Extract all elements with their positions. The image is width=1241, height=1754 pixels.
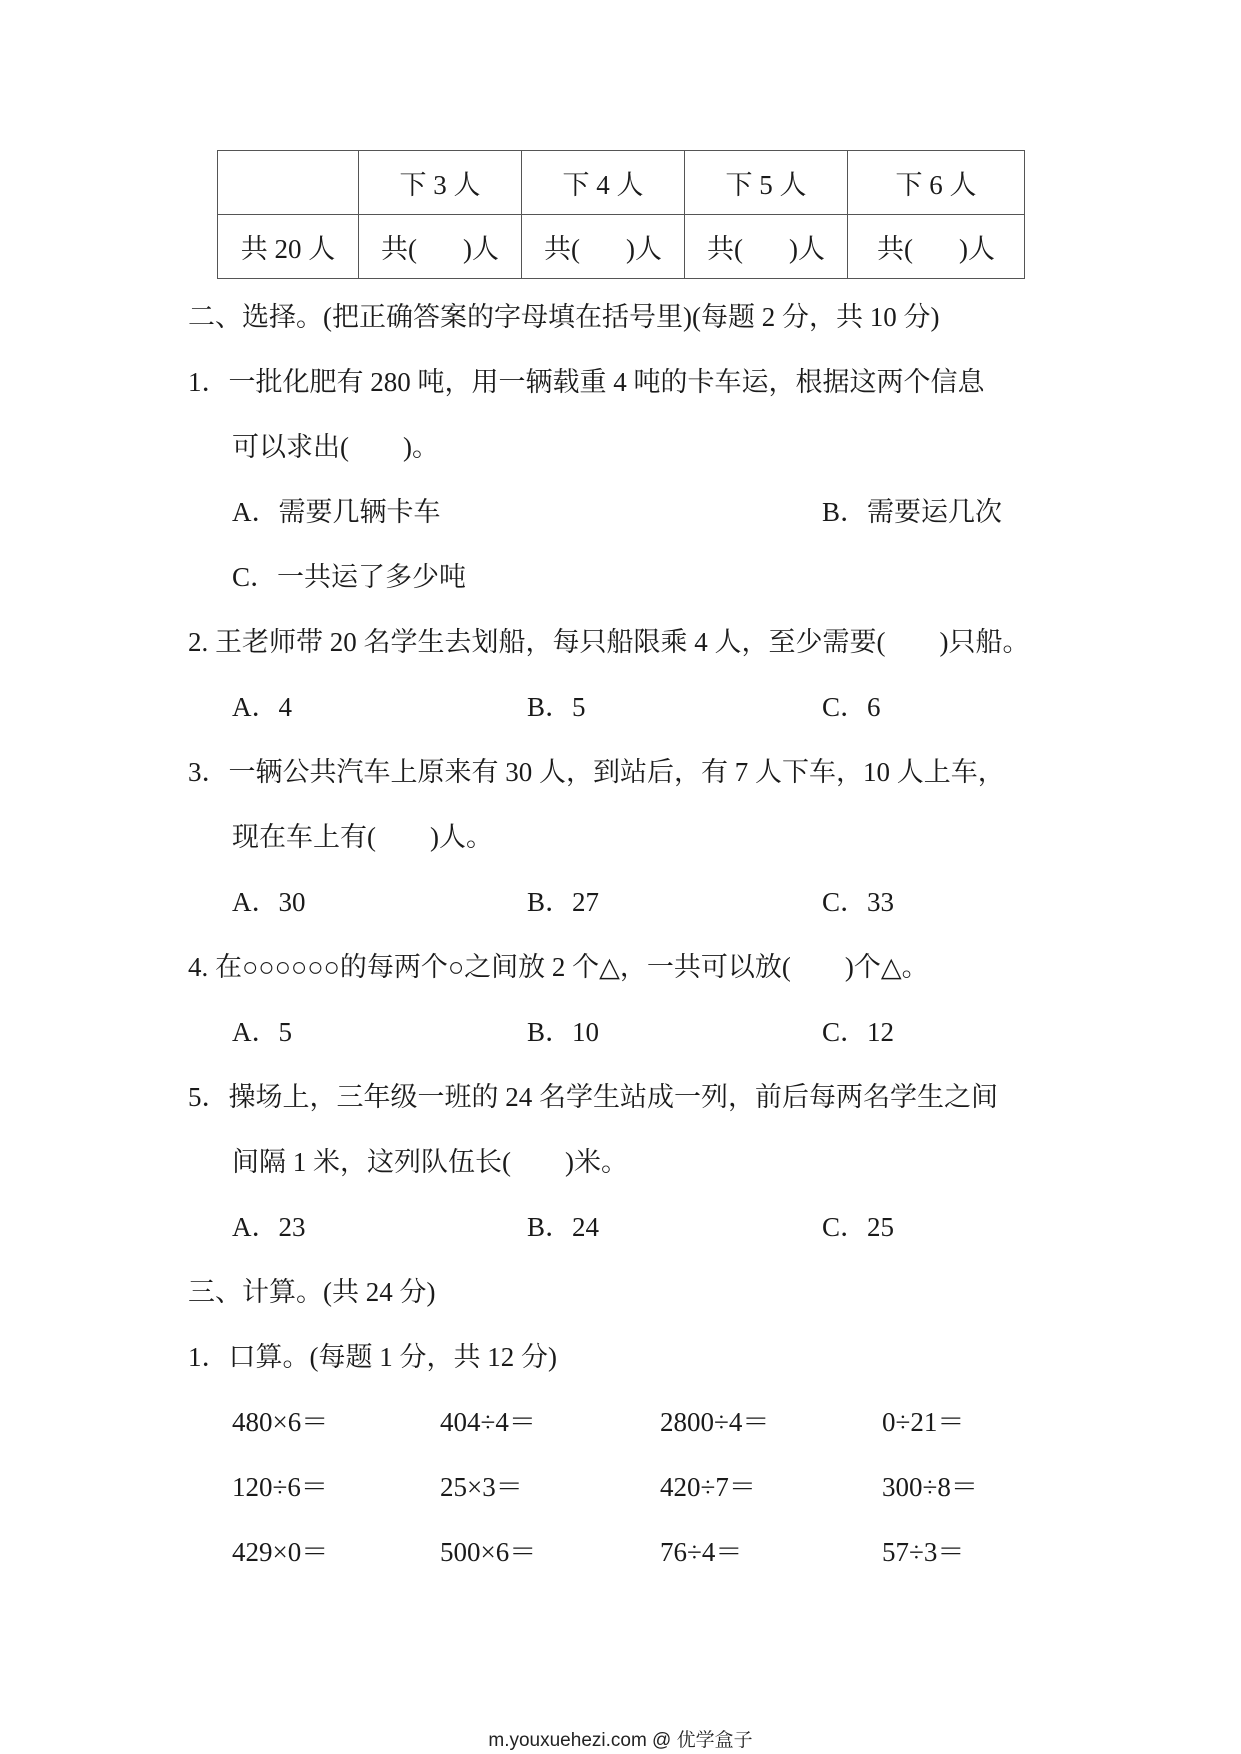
table-row-label: 共 20 人: [218, 215, 359, 279]
calc-item: 404÷4＝: [440, 1407, 536, 1437]
section-3-title: 三、计算。(共 24 分): [188, 1277, 436, 1307]
calc-item: 480×6＝: [232, 1407, 329, 1437]
question-3-option-b[interactable]: B．27: [527, 887, 600, 917]
table-header-cell: 下 5 人: [685, 151, 848, 215]
table-row: [218, 215, 1025, 279]
calc-item: 57÷3＝: [882, 1537, 965, 1567]
question-4-option-b[interactable]: B．10: [527, 1017, 600, 1047]
question-1-option-c[interactable]: C．一共运了多少吨: [232, 562, 467, 592]
question-4-option-c[interactable]: C．12: [822, 1017, 895, 1047]
table-header-cell: 下 6 人: [848, 151, 1025, 215]
question-5-line2: 间隔 1 米，这列队伍长( )米。: [232, 1147, 628, 1177]
question-4-line1: 4. 在○○○○○○的每两个○之间放 2 个△，一共可以放( )个△。: [188, 952, 929, 982]
table-header-cell: [218, 151, 359, 215]
calc-item: 25×3＝: [440, 1472, 523, 1502]
calc-item: 500×6＝: [440, 1537, 537, 1567]
calc-item: 0÷21＝: [882, 1407, 965, 1437]
table-answer-cell[interactable]: 共( )人: [522, 215, 685, 279]
question-1-option-b[interactable]: B．需要运几次: [822, 497, 1003, 527]
question-5-option-a[interactable]: A．23: [232, 1212, 306, 1242]
table-header-cell: 下 4 人: [522, 151, 685, 215]
question-4-option-a[interactable]: A．5: [232, 1017, 292, 1047]
calc-item: 120÷6＝: [232, 1472, 328, 1502]
question-3-option-a[interactable]: A．30: [232, 887, 306, 917]
question-1-line1: 1．一批化肥有 280 吨，用一辆载重 4 吨的卡车运，根据这两个信息: [188, 367, 985, 397]
question-3-line2: 现在车上有( )人。: [232, 822, 493, 852]
question-1-option-a[interactable]: A．需要几辆卡车: [232, 497, 441, 527]
question-3-option-c[interactable]: C．33: [822, 887, 895, 917]
section-3-sub-1: 1．口算。(每题 1 分，共 12 分): [188, 1342, 557, 1372]
bus-table: [217, 150, 1025, 279]
table-header-row: [218, 151, 1025, 215]
question-5-option-c[interactable]: C．25: [822, 1212, 895, 1242]
calc-item: 429×0＝: [232, 1537, 329, 1567]
table-answer-cell[interactable]: 共( )人: [359, 215, 522, 279]
question-3-line1: 3．一辆公共汽车上原来有 30 人，到站后，有 7 人下车，10 人上车，: [188, 757, 1005, 787]
question-2-option-b[interactable]: B．5: [527, 692, 586, 722]
question-2-option-c[interactable]: C．6: [822, 692, 881, 722]
question-2-option-a[interactable]: A．4: [232, 692, 292, 722]
section-2-title: 二、选择。(把正确答案的字母填在括号里)(每题 2 分，共 10 分): [188, 302, 940, 332]
question-5-line1: 5．操场上，三年级一班的 24 名学生站成一列，前后每两名学生之间: [188, 1082, 998, 1112]
calc-item: 420÷7＝: [660, 1472, 756, 1502]
table-header-cell: 下 3 人: [359, 151, 522, 215]
footer-watermark: m.youxuehezi.com @ 优学盒子: [488, 1730, 753, 1751]
question-1-line2: 可以求出( )。: [232, 432, 439, 462]
calc-item: 2800÷4＝: [660, 1407, 770, 1437]
question-5-option-b[interactable]: B．24: [527, 1212, 600, 1242]
table-answer-cell[interactable]: 共( )人: [848, 215, 1025, 279]
question-2-line1: 2. 王老师带 20 名学生去划船，每只船限乘 4 人，至少需要( )只船。: [188, 627, 1030, 657]
table-answer-cell[interactable]: 共( )人: [685, 215, 848, 279]
calc-item: 300÷8＝: [882, 1472, 978, 1502]
calc-item: 76÷4＝: [660, 1537, 743, 1567]
